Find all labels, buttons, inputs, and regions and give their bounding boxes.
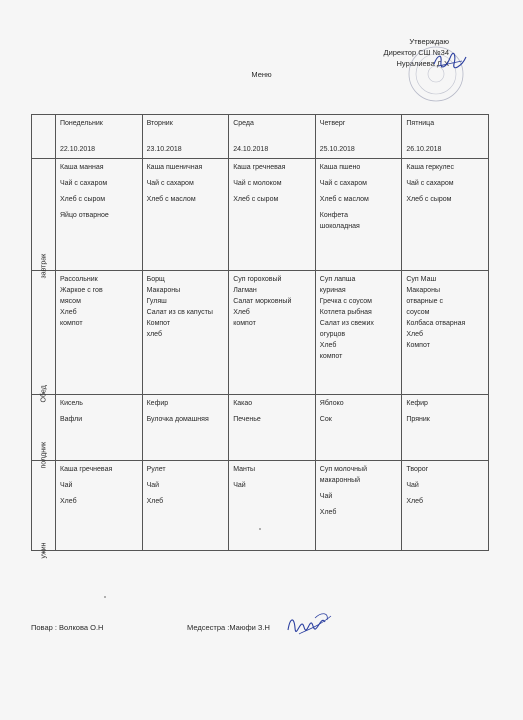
meal-row-lunch	[32, 271, 489, 395]
menu-cell	[142, 271, 229, 395]
menu-item: Хлеб	[319, 342, 337, 349]
menu-item: Булочка домашняя	[146, 416, 209, 423]
menu-item: Каша геркулес	[406, 164, 454, 171]
day-name: Среда	[233, 120, 254, 127]
menu-item: Макароны	[146, 287, 181, 294]
day-header	[315, 115, 402, 159]
menu-item: Пряник	[406, 416, 430, 423]
menu-cell	[402, 159, 489, 271]
menu-item: Макароны	[406, 287, 440, 294]
director-signature	[432, 52, 468, 70]
document-title: Меню	[251, 70, 272, 79]
menu-item: компот	[319, 353, 343, 360]
day-header	[229, 115, 316, 159]
nurse-signature	[285, 610, 333, 638]
menu-cell	[315, 461, 402, 551]
approval-line-3: Нуралиева Д.Х	[396, 59, 449, 68]
menu-cell	[315, 395, 402, 461]
menu-cell	[229, 159, 316, 271]
paper-speck	[104, 596, 106, 598]
menu-item: Чай	[319, 493, 333, 500]
menu-item: Суп Маш	[406, 276, 437, 283]
menu-item: Гречка с соусом	[319, 298, 372, 305]
menu-cell	[142, 159, 229, 271]
cook-signature-line: Повар : Волкова О.Н	[31, 623, 104, 632]
day-date: 23.10.2018	[146, 146, 182, 153]
menu-item: Сок	[319, 416, 332, 423]
menu-item: соусом	[406, 309, 430, 316]
menu-item: мясом	[60, 298, 81, 305]
menu-item: Суп гороховый	[233, 276, 282, 283]
menu-item: Салат из свежих	[319, 320, 374, 327]
menu-item: куриная	[319, 287, 346, 294]
menu-item: Хлеб	[233, 309, 250, 316]
approval-line-1: Утверждаю	[409, 37, 449, 46]
menu-item: Рулет	[146, 466, 166, 473]
corner-cell	[32, 115, 56, 159]
menu-item: Чай	[60, 482, 73, 489]
day-date: 25.10.2018	[319, 146, 355, 153]
menu-item: Чай с сахаром	[319, 180, 367, 187]
menu-item: Чай	[146, 482, 160, 489]
menu-item: Вафли	[60, 416, 83, 423]
menu-item: Хлеб с маслом	[319, 196, 369, 203]
menu-item: компот	[60, 320, 83, 327]
menu-item: Суп лапша	[319, 276, 356, 283]
menu-cell	[56, 159, 143, 271]
menu-item: Компот	[146, 320, 171, 327]
menu-table	[31, 114, 489, 559]
menu-item: Кисель	[60, 400, 83, 407]
menu-cell	[142, 395, 229, 461]
menu-cell	[315, 271, 402, 395]
menu-item: Чай	[233, 482, 246, 489]
menu-item: Хлеб	[146, 498, 164, 505]
menu-item: макаронный	[319, 477, 361, 484]
menu-cell	[229, 395, 316, 461]
menu-item: Каша пшено	[319, 164, 361, 171]
meal-label: Обед	[40, 385, 47, 403]
menu-item: Хлеб	[60, 498, 77, 505]
menu-cell	[229, 271, 316, 395]
menu-cell	[56, 461, 143, 551]
menu-item: Салат морковный	[233, 298, 292, 305]
menu-item: Кефир	[146, 400, 169, 407]
meal-label: полдник	[40, 441, 47, 469]
menu-item: Каша гречневая	[233, 164, 286, 171]
menu-item: шоколадная	[319, 223, 360, 230]
menu-item: Чай	[406, 482, 419, 489]
menu-item: огурцов	[319, 331, 346, 338]
day-header	[402, 115, 489, 159]
day-name: Пятница	[406, 120, 435, 127]
menu-cell	[315, 159, 402, 271]
menu-item: Каша пшеничная	[146, 164, 203, 171]
menu-item: Колбаса отварная	[406, 320, 466, 327]
menu-item: Чай с сахаром	[406, 180, 454, 187]
menu-item: Гуляш	[146, 298, 167, 305]
menu-item: Чай с сахаром	[146, 180, 194, 187]
menu-item: Котлета рыбная	[319, 309, 372, 316]
menu-item: Хлеб с сыром	[406, 196, 452, 203]
menu-cell	[142, 461, 229, 551]
menu-item: Хлеб	[319, 509, 337, 516]
menu-item: Чай с сахаром	[60, 180, 108, 187]
menu-item: Каша гречневая	[60, 466, 113, 473]
menu-item: Конфета	[319, 212, 349, 219]
day-header	[142, 115, 229, 159]
menu-item: Рассольник	[60, 276, 98, 283]
paper-speck	[259, 528, 261, 530]
menu-item: Лагман	[233, 287, 257, 294]
meal-label: ужин	[40, 542, 47, 559]
menu-cell	[56, 271, 143, 395]
meal-label-cell	[32, 395, 56, 469]
menu-item: Творог	[406, 466, 429, 473]
day-header	[56, 115, 143, 159]
day-date: 22.10.2018	[60, 146, 96, 153]
meal-label: завтрак	[40, 253, 47, 279]
nurse-signature-line: Медсестра :Маюфи З.Н	[187, 623, 270, 632]
menu-cell	[402, 271, 489, 395]
meal-label-cell	[32, 159, 56, 279]
menu-item: Хлеб	[60, 309, 77, 316]
days-header-row	[32, 115, 489, 159]
meal-label-cell	[32, 271, 56, 403]
menu-cell	[402, 395, 489, 461]
menu-item: Жаркое с гов	[60, 287, 103, 294]
menu-item: Салат из св капусты	[146, 309, 213, 316]
day-date: 26.10.2018	[406, 146, 442, 153]
menu-item: Суп молочный	[319, 466, 367, 473]
menu-item: Манты	[233, 466, 256, 473]
approval-line-2: Директор СШ №34	[383, 48, 449, 57]
meal-label-cell	[32, 461, 56, 559]
day-name: Понедельник	[60, 120, 103, 127]
menu-item: Хлеб с сыром	[60, 196, 106, 203]
menu-item: Чай с молоком	[233, 180, 282, 187]
menu-item: Хлеб	[406, 331, 423, 338]
day-date: 24.10.2018	[233, 146, 269, 153]
menu-item: Печенье	[233, 416, 261, 423]
menu-item: Хлеб с сыром	[233, 196, 279, 203]
menu-item: хлеб	[146, 331, 163, 338]
menu-cell	[229, 461, 316, 551]
day-name: Вторник	[146, 120, 173, 127]
meal-row-dinner	[32, 461, 489, 551]
menu-item: Яйцо отварное	[60, 212, 109, 219]
menu-item: отварные с	[406, 298, 443, 305]
menu-item: компот	[233, 320, 256, 327]
menu-item: Кефир	[406, 400, 428, 407]
day-name: Четверг	[319, 120, 346, 127]
menu-item: Компот	[406, 342, 430, 349]
menu-item: Борщ	[146, 276, 165, 283]
menu-cell	[56, 395, 143, 461]
menu-item: Каша манная	[60, 164, 104, 171]
menu-item: Хлеб с маслом	[146, 196, 196, 203]
menu-item: Хлеб	[406, 498, 423, 505]
meal-row-snack	[32, 395, 489, 461]
menu-item: Яблоко	[319, 400, 344, 407]
menu-item: Какао	[233, 400, 253, 407]
meal-row-breakfast	[32, 159, 489, 271]
menu-cell	[402, 461, 489, 551]
